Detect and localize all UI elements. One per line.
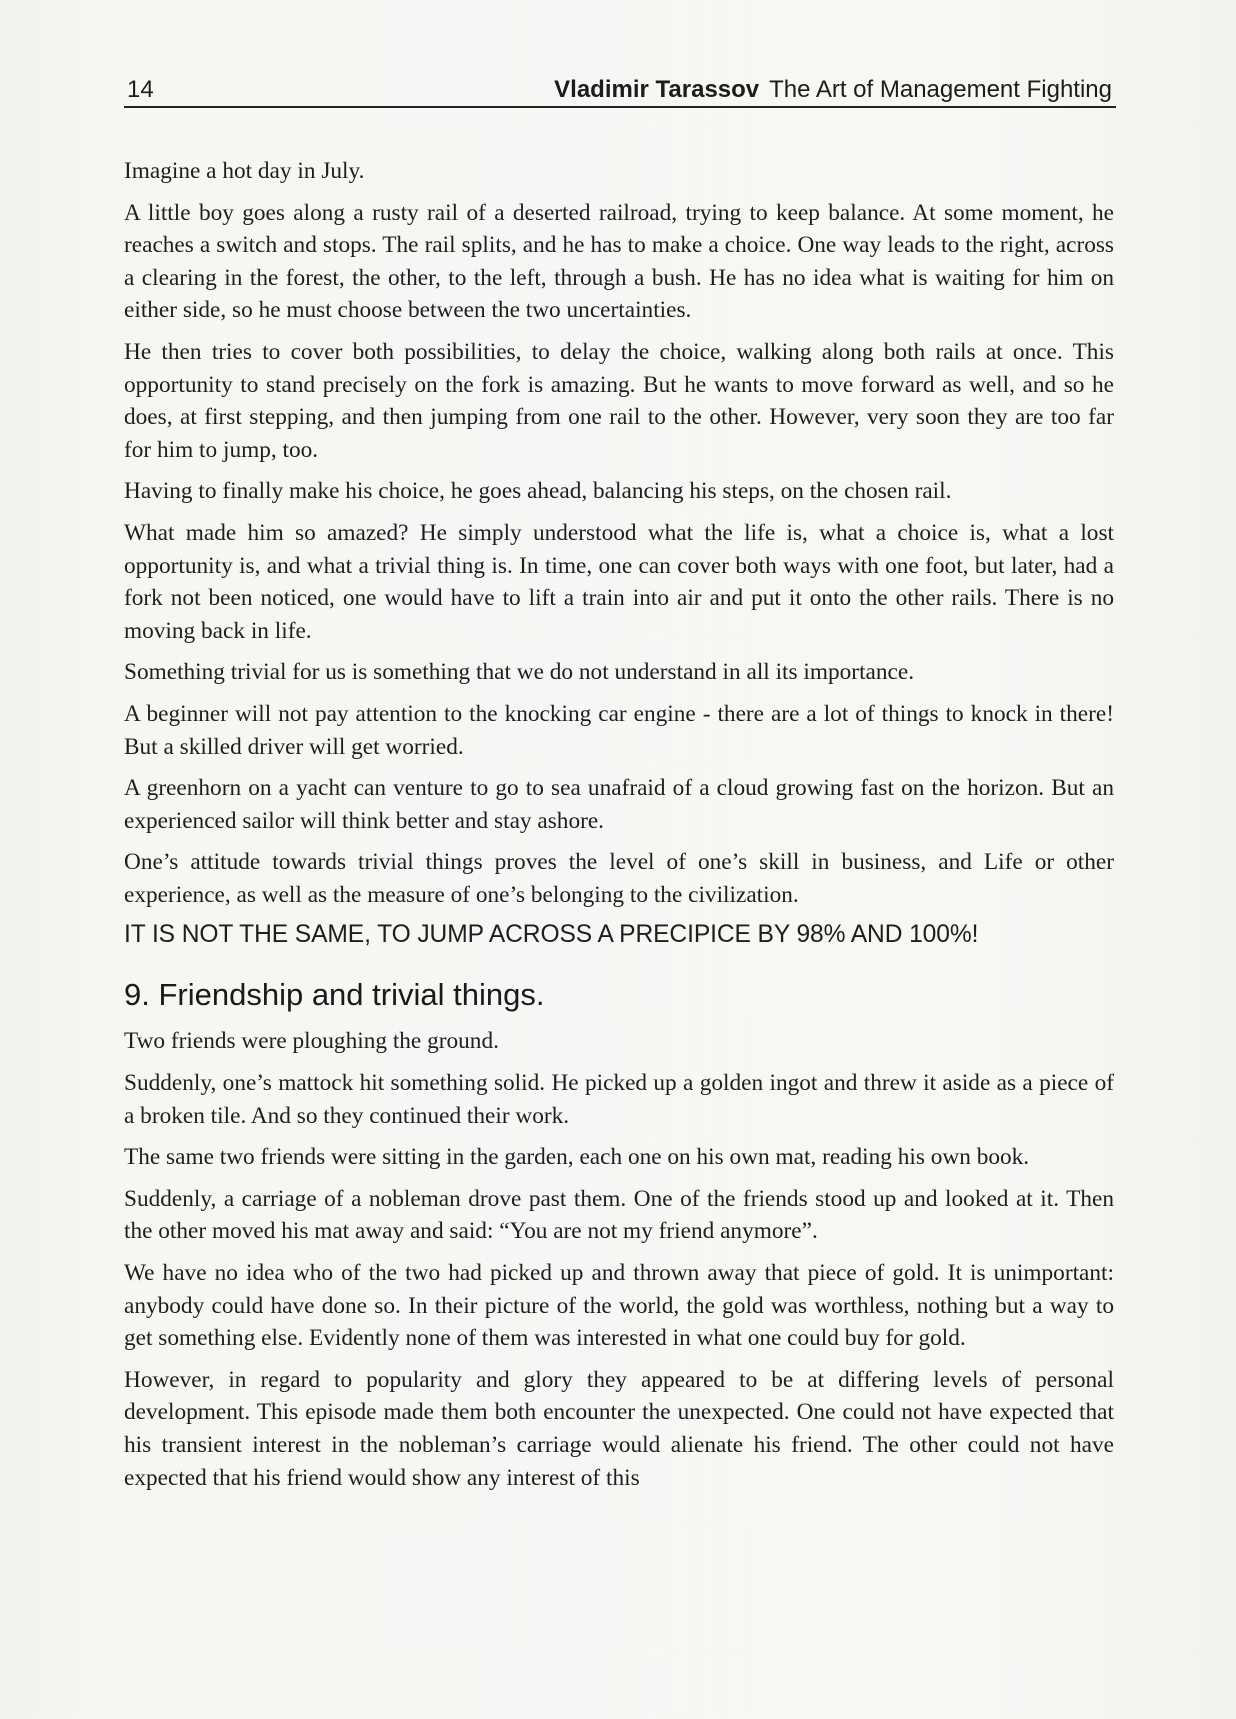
paragraph: Suddenly, one’s mattock hit something solid. He picked up a golden ingot and threw it aside as a piece of a broken tile. And so they continued their work. xyxy=(124,1070,1114,1129)
header-title-group xyxy=(554,76,1112,104)
paragraph: Two friends were ploughing the ground. xyxy=(124,1028,499,1055)
author-name: Vladimir Tarassov xyxy=(554,76,760,103)
paragraph: Something trivial for us is something that we do not understand in all its importance. xyxy=(124,659,915,686)
section-heading: 9. Friendship and trivial things. xyxy=(124,977,545,1013)
page-number: 14 xyxy=(127,76,154,103)
paragraph: One’s attitude towards trivial things proves the level of one’s skill in business, and Life or other experience, as well as the measure of one’s belonging to the civilization. xyxy=(124,849,1114,908)
page-body xyxy=(124,155,1114,1503)
paragraph: A greenhorn on a yacht can venture to go to sea unafraid of a cloud growing fast on the horizon. But an experienced sailor will think better and stay ashore. xyxy=(124,775,1114,834)
paragraph: The same two friends were sitting in the garden, each one on his own mat, reading his own book. xyxy=(124,1144,1030,1171)
paragraph: He then tries to cover both possibilities, to delay the choice, walking along both rails at once. This opportunity to stand precisely on the fork is amazing. But he wants to move forward as well, and so he does, at first stepping, and then jumping from one rail to the other. However, very soon they are too far for him to jump, too. xyxy=(124,338,1114,463)
paragraph: We have no idea who of the two had picked up and thrown away that piece of gold. It is unimportant: anybody could have done so. In their picture of the world, the gold was worthless, nothing but a way to get something else. Evidently none of them was interested in what one could buy for gold. xyxy=(124,1260,1114,1352)
paragraph: A beginner will not pay attention to the knocking car engine - there are a lot of things to knock in there! But a skilled driver will get worried. xyxy=(124,700,1114,760)
paragraph: Imagine a hot day in July. xyxy=(124,158,365,184)
paragraph: Having to finally make his choice, he goes ahead, balancing his steps, on the chosen rail. xyxy=(124,478,952,505)
paragraph: However, in regard to popularity and glory they appeared to be at differing levels of personal development. This episode made them both encounter the unexpected. One could not have expected that his transient interest in the nobleman’s carriage would alienate his friend. The other could not have expected that his friend would show any interest of this xyxy=(124,1366,1114,1491)
book-title: The Art of Management Fighting xyxy=(769,76,1112,103)
running-header xyxy=(124,72,1116,108)
emphasis-statement: IT IS NOT THE SAME, TO JUMP ACROSS A PRECIPICE BY 98% AND 100%! xyxy=(124,921,979,949)
paragraph: A little boy goes along a rusty rail of a deserted railroad, trying to keep balance. At some moment, he reaches a switch and stops. The rail splits, and he has to make a choice. One way leads to the right, across a clearing in the forest, the other, to the left, through a bush. He has no idea what is waiting for him on either side, so he must choose between the two uncertainties. xyxy=(124,199,1114,324)
paragraph: What made him so amazed? He simply understood what the life is, what a choice is, what a lost opportunity is, and what a trivial thing is. In time, one can cover both ways with one foot, but later, had a fork not been noticed, one would have to lift a train into air and put it onto the other rails. There is no moving back in life. xyxy=(124,519,1114,644)
paragraph: Suddenly, a carriage of a nobleman drove past them. One of the friends stood up and looked at it. Then the other moved his mat away and said: “You are not my friend anymore”. xyxy=(124,1185,1114,1245)
